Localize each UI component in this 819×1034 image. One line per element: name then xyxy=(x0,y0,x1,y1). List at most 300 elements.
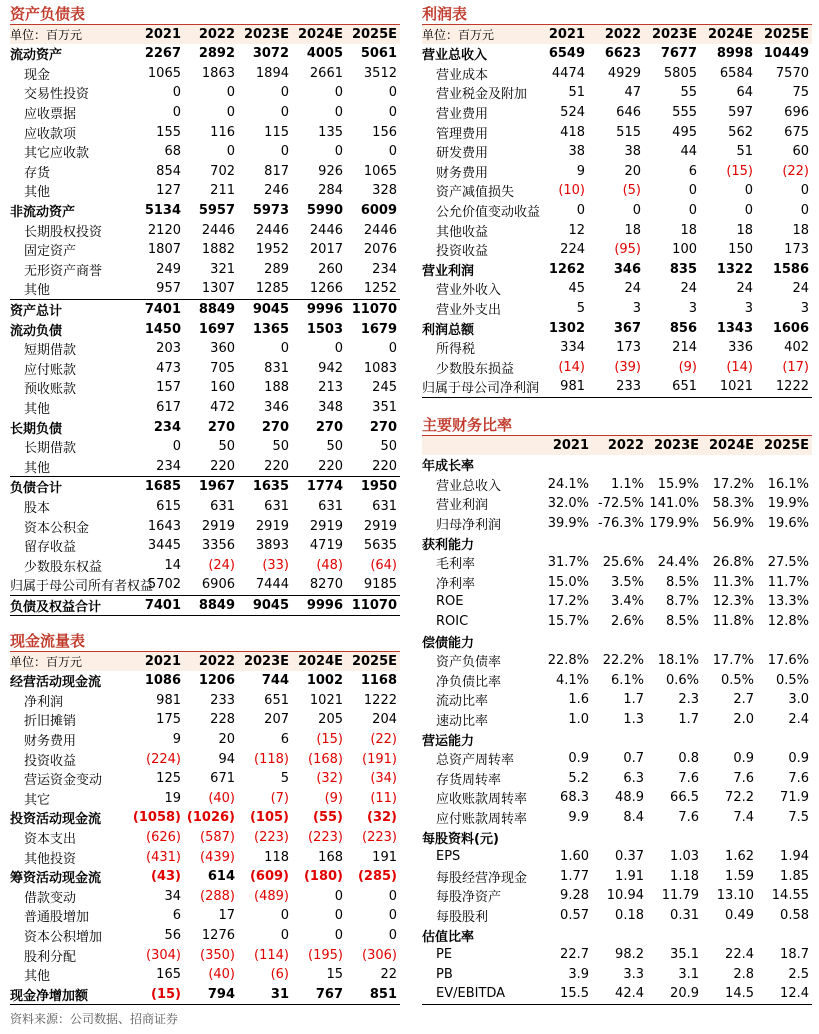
cell-value: 22.7 xyxy=(560,947,589,963)
row-label: EV/EBITDA xyxy=(436,986,506,1002)
cell-value: 9185 xyxy=(363,577,397,593)
cell-value: 50 xyxy=(218,439,235,455)
row-label: 流动比率 xyxy=(436,694,489,710)
cell-value: 31 xyxy=(270,986,289,1002)
cell-value: 12.3% xyxy=(712,594,754,610)
cell-value: 179.9% xyxy=(649,516,699,532)
cell-value: 1065 xyxy=(147,65,181,81)
table-row xyxy=(422,318,812,338)
cell-value: 0 xyxy=(226,85,235,101)
row-label: 投资收益 xyxy=(436,244,489,260)
cell-value: 260 xyxy=(318,261,343,277)
cell-value: 0 xyxy=(226,105,235,121)
cell-value: 22.2% xyxy=(602,653,644,669)
table-row xyxy=(422,866,812,886)
cell-value xyxy=(592,729,647,749)
cell-value: 160 xyxy=(210,380,235,396)
row-label: 投资收益 xyxy=(24,753,77,769)
table-row xyxy=(10,142,400,162)
table-row xyxy=(422,201,812,221)
table-row xyxy=(10,339,400,359)
row-label: 资产总计 xyxy=(10,304,63,320)
cell-value: 0 xyxy=(388,85,397,101)
cell-value: 4719 xyxy=(309,538,343,554)
cell-value: 0.8 xyxy=(678,751,699,767)
cell-value: 0 xyxy=(688,203,697,219)
cell-value: 597 xyxy=(728,105,753,121)
table-row xyxy=(10,847,400,867)
unit-label: 单位：百万元 xyxy=(422,25,532,44)
table-row xyxy=(10,789,400,809)
table-row xyxy=(422,749,812,769)
cell-value: 6009 xyxy=(360,203,397,219)
cell-value: 1.1% xyxy=(610,476,644,492)
cell-value: 0 xyxy=(334,105,343,121)
cell-value: 631 xyxy=(318,498,343,514)
row-label: 研发费用 xyxy=(436,146,489,162)
cell-value: (180) xyxy=(303,869,343,885)
cell-value: 13.10 xyxy=(716,888,754,904)
row-label: 其它应收款 xyxy=(24,146,90,162)
row-label: 营运资金变动 xyxy=(24,773,103,789)
cell-value: 50 xyxy=(272,439,289,455)
row-label: 其他 xyxy=(24,401,51,417)
cell-value: 15.5 xyxy=(560,986,589,1002)
row-label: 归母净利润 xyxy=(436,518,502,534)
table-row xyxy=(422,338,812,358)
cell-value: 8.5% xyxy=(665,574,699,590)
table-row xyxy=(10,122,400,142)
cell-value: 220 xyxy=(210,458,235,474)
cell-value: (14) xyxy=(558,359,585,375)
cell-value: 418 xyxy=(560,124,585,140)
cell-value: 1222 xyxy=(363,692,397,708)
cell-value: (48) xyxy=(316,557,343,573)
cell-value xyxy=(592,827,647,847)
cell-value: 12.8% xyxy=(767,614,809,630)
cell-value: (224) xyxy=(146,751,181,767)
table-row xyxy=(422,64,812,84)
row-label: EPS xyxy=(436,849,461,865)
cell-value: 8849 xyxy=(198,302,235,318)
cell-value: 402 xyxy=(784,340,809,356)
cell-value: 7.5 xyxy=(788,809,809,825)
cell-value: 1.18 xyxy=(670,868,699,884)
row-label: 营业税金及附加 xyxy=(436,87,528,103)
table-row xyxy=(422,122,812,142)
cell-value: 0 xyxy=(388,105,397,121)
cell-value: 8.4 xyxy=(623,809,644,825)
row-label: 净利率 xyxy=(436,576,476,592)
table-row xyxy=(10,437,400,457)
year-header: 2022 xyxy=(184,652,238,671)
cell-value xyxy=(757,455,812,475)
cell-value: 0 xyxy=(632,203,641,219)
cell-value xyxy=(647,455,702,475)
cell-value: 32.0% xyxy=(547,496,589,512)
cell-value: 234 xyxy=(156,458,181,474)
cell-value: 2446 xyxy=(201,222,235,238)
cell-value: 2.0 xyxy=(733,712,754,728)
income-statement-panel xyxy=(422,3,812,398)
table-row xyxy=(10,749,400,769)
cell-value: (22) xyxy=(370,732,397,748)
cell-value xyxy=(537,533,592,553)
row-label: 留存收益 xyxy=(24,540,77,556)
year-header: 2023E xyxy=(647,436,702,455)
cell-value: 2919 xyxy=(255,518,289,534)
cell-value: 50 xyxy=(326,439,343,455)
cell-value: 675 xyxy=(784,124,809,140)
cell-value: 926 xyxy=(318,163,343,179)
cell-value: 0 xyxy=(280,144,289,160)
cell-value: 334 xyxy=(560,340,585,356)
cell-value: 0.6% xyxy=(665,672,699,688)
year-header: 2021 xyxy=(532,25,588,44)
cell-value: 0 xyxy=(172,439,181,455)
row-label: 借款变动 xyxy=(24,890,77,906)
cell-value: 1307 xyxy=(201,281,235,297)
cell-value: (55) xyxy=(313,810,343,826)
ratios-table xyxy=(422,436,812,1005)
cell-value: 2.8 xyxy=(733,966,754,982)
table-row xyxy=(422,455,812,475)
cell-value: 1322 xyxy=(716,261,753,277)
cell-value: 0.58 xyxy=(780,907,809,923)
cell-value: 1774 xyxy=(306,479,343,495)
row-label: 每股净资产 xyxy=(436,890,502,906)
cell-value xyxy=(757,827,812,847)
table-row xyxy=(422,769,812,789)
cell-value: 116 xyxy=(210,124,235,140)
year-header: 2024E xyxy=(292,652,346,671)
cell-value: 1697 xyxy=(198,321,235,337)
cell-value: (32) xyxy=(367,810,397,826)
cell-value: 18 xyxy=(624,222,641,238)
balance-sheet-title: 资产负债表 xyxy=(10,3,400,25)
cell-value: 5990 xyxy=(306,203,343,219)
cell-value: 17.7% xyxy=(712,653,754,669)
row-label: 现金净增加额 xyxy=(10,988,89,1004)
cell-value: 1021 xyxy=(309,692,343,708)
row-label: 所得税 xyxy=(436,342,476,358)
table-row xyxy=(10,828,400,848)
row-label: 营业成本 xyxy=(436,67,489,83)
cell-value: 56.9% xyxy=(712,516,754,532)
cell-value: 1.7 xyxy=(678,712,699,728)
table-header-row xyxy=(422,436,812,455)
cell-value: 2.4 xyxy=(788,712,809,728)
cell-value: 651 xyxy=(264,692,289,708)
cell-value: (195) xyxy=(308,947,343,963)
cell-value: 17.6% xyxy=(767,653,809,669)
cell-value: 1.7 xyxy=(623,692,644,708)
cell-value: 22 xyxy=(380,967,397,983)
cell-value: (350) xyxy=(200,947,235,963)
cell-value: 213 xyxy=(318,380,343,396)
year-header: 2023E xyxy=(238,652,292,671)
cell-value: 31.7% xyxy=(547,555,589,571)
table-row xyxy=(10,378,400,398)
cell-value: 246 xyxy=(264,183,289,199)
cell-value: (609) xyxy=(249,869,289,885)
row-label: 资本支出 xyxy=(24,832,77,848)
cell-value: (191) xyxy=(362,751,397,767)
cell-value: 0 xyxy=(280,105,289,121)
row-label: 投资活动现金流 xyxy=(10,812,102,828)
year-header: 2023E xyxy=(644,25,700,44)
cell-value: 7.6 xyxy=(678,770,699,786)
cell-value: (40) xyxy=(208,967,235,983)
table-row xyxy=(10,691,400,711)
row-label: 非流动资产 xyxy=(10,205,76,221)
cell-value: 321 xyxy=(210,261,235,277)
cell-value: 51 xyxy=(736,144,753,160)
cell-value: 9996 xyxy=(306,597,343,613)
table-row xyxy=(422,631,812,651)
table-row xyxy=(422,494,812,514)
cell-value: 3 xyxy=(688,301,697,317)
cell-value: 55 xyxy=(680,85,697,101)
cell-value: (33) xyxy=(262,557,289,573)
row-label: 毛利率 xyxy=(436,557,476,573)
cell-value xyxy=(647,925,702,945)
row-label: 总资产周转率 xyxy=(436,753,515,769)
cell-value: 851 xyxy=(369,986,397,1002)
table-row xyxy=(10,985,400,1005)
cell-value: 5702 xyxy=(147,577,181,593)
cell-value xyxy=(757,729,812,749)
cell-value: 744 xyxy=(261,673,289,689)
cell-value: 0.7 xyxy=(623,751,644,767)
cell-value: 0.5% xyxy=(775,672,809,688)
cell-value: 702 xyxy=(210,163,235,179)
table-row xyxy=(10,260,400,280)
table-row xyxy=(422,240,812,260)
cell-value: 39.9% xyxy=(547,516,589,532)
cell-value: (24) xyxy=(208,557,235,573)
cell-value: 233 xyxy=(210,692,235,708)
cell-value: 1606 xyxy=(772,320,809,336)
cell-value: (15) xyxy=(316,732,343,748)
cell-value: 11.7% xyxy=(767,574,809,590)
cell-value: 8.7% xyxy=(665,594,699,610)
cell-value: 228 xyxy=(210,712,235,728)
row-label: PB xyxy=(436,966,453,982)
row-label: 估值比率 xyxy=(422,929,475,945)
table-header-row xyxy=(10,25,400,44)
cell-value: 1065 xyxy=(363,163,397,179)
row-label: 财务费用 xyxy=(24,734,77,750)
row-label: 存货周转率 xyxy=(436,772,502,788)
table-row xyxy=(10,299,400,319)
cell-value: 68 xyxy=(164,144,181,160)
cell-value: 367 xyxy=(613,320,641,336)
cell-value: 50 xyxy=(380,439,397,455)
cell-value: 981 xyxy=(156,692,181,708)
cell-value: (40) xyxy=(208,790,235,806)
cell-value: 0 xyxy=(334,928,343,944)
cell-value: 2017 xyxy=(309,242,343,258)
cell-value: 1.6 xyxy=(568,692,589,708)
table-row xyxy=(10,906,400,926)
cell-value: (6) xyxy=(270,967,289,983)
cell-value: 2.7 xyxy=(733,692,754,708)
table-row xyxy=(10,497,400,517)
cell-value: 45 xyxy=(568,281,585,297)
table-row xyxy=(422,710,812,730)
row-label: 利润总额 xyxy=(422,322,475,338)
cell-value: 157 xyxy=(156,380,181,396)
row-label: 少数股东损益 xyxy=(436,361,515,377)
cell-value: (626) xyxy=(146,830,181,846)
cell-value: -72.5% xyxy=(598,496,644,512)
cell-value: 8998 xyxy=(716,46,753,62)
table-row xyxy=(10,595,400,616)
cell-value: 25.6% xyxy=(602,555,644,571)
row-label: 营业费用 xyxy=(436,107,489,123)
cell-value xyxy=(647,631,702,651)
table-row xyxy=(422,260,812,280)
row-label: 偿债能力 xyxy=(422,635,475,651)
cell-value: 1083 xyxy=(363,360,397,376)
table-row xyxy=(10,769,400,789)
balance-sheet-panel xyxy=(10,3,400,616)
row-label: 每股资料(元) xyxy=(422,831,499,847)
cell-value: 3.0 xyxy=(788,692,809,708)
year-header: 2025E xyxy=(346,652,400,671)
cell-value: 7.4 xyxy=(733,809,754,825)
cell-value: 3072 xyxy=(252,46,289,62)
cell-value: (223) xyxy=(362,830,397,846)
cell-value: 1343 xyxy=(716,320,753,336)
row-label: 股利分配 xyxy=(24,949,77,965)
cell-value: 9 xyxy=(172,732,181,748)
source-note: 资料来源：公司数据、招商证券 xyxy=(10,1012,179,1026)
cell-value: 524 xyxy=(560,105,585,121)
cell-value: (95) xyxy=(614,242,641,258)
cell-value: (5) xyxy=(622,183,641,199)
cell-value: 0.18 xyxy=(615,907,644,923)
cell-value: 0.31 xyxy=(670,907,699,923)
cell-value: 8849 xyxy=(198,597,235,613)
cell-value: 351 xyxy=(372,399,397,415)
cell-value: 127 xyxy=(156,183,181,199)
table-row xyxy=(422,103,812,123)
cell-value: 234 xyxy=(372,261,397,277)
table-row xyxy=(10,477,400,497)
row-label: 净利润 xyxy=(24,694,64,710)
cell-value: 38 xyxy=(568,144,585,160)
cell-value xyxy=(592,455,647,475)
row-label: 负债合计 xyxy=(10,481,63,497)
cell-value: 617 xyxy=(156,399,181,415)
table-row xyxy=(422,299,812,319)
table-row xyxy=(10,319,400,339)
cell-value: 98.2 xyxy=(615,947,644,963)
cell-value: 11070 xyxy=(351,597,397,613)
cell-value: 173 xyxy=(784,242,809,258)
cell-value xyxy=(647,729,702,749)
cell-value: 22.8% xyxy=(547,653,589,669)
cell-value: 173 xyxy=(616,340,641,356)
cell-value: 188 xyxy=(264,380,289,396)
row-label: 折旧摊销 xyxy=(24,714,77,730)
row-label: 其他 xyxy=(24,283,51,299)
cell-value: 0 xyxy=(280,928,289,944)
cell-value: 360 xyxy=(210,341,235,357)
row-label: 存货 xyxy=(24,165,51,181)
cell-value: 156 xyxy=(372,124,397,140)
cell-value: 0.5% xyxy=(720,672,754,688)
cell-value: 6.1% xyxy=(610,672,644,688)
year-header: 2025E xyxy=(757,436,812,455)
cell-value: 5805 xyxy=(663,65,697,81)
cell-value: 6906 xyxy=(201,577,235,593)
year-header: 2022 xyxy=(588,25,644,44)
cell-value: 5134 xyxy=(144,203,181,219)
cell-value: 51 xyxy=(568,85,585,101)
table-row xyxy=(422,886,812,906)
cell-value: 1635 xyxy=(252,479,289,495)
cell-value: 1021 xyxy=(719,379,753,395)
row-label: 资产减值损失 xyxy=(436,185,515,201)
table-row xyxy=(10,536,400,556)
cell-value: (489) xyxy=(254,888,289,904)
cell-value: 1685 xyxy=(144,479,181,495)
year-header: 2025E xyxy=(756,25,812,44)
cell-value: 4.1% xyxy=(555,672,589,688)
cell-value: 204 xyxy=(372,712,397,728)
cell-value xyxy=(702,827,757,847)
cell-value: 19.9% xyxy=(767,496,809,512)
cell-value: 11.8% xyxy=(712,614,754,630)
row-label: 应付账款 xyxy=(24,362,77,378)
cell-value: 1.59 xyxy=(725,868,754,884)
cell-value: 5.2 xyxy=(568,770,589,786)
cell-value xyxy=(537,729,592,749)
year-header: 2021 xyxy=(130,652,184,671)
cell-value: 2.3 xyxy=(678,692,699,708)
cell-value: 2446 xyxy=(309,222,343,238)
table-row xyxy=(10,103,400,123)
row-label: 长期负债 xyxy=(10,421,63,437)
row-label: 筹资活动现金流 xyxy=(10,871,102,887)
row-label: 无形资产商誉 xyxy=(24,263,103,279)
cell-value: 562 xyxy=(728,124,753,140)
cell-value: 1.03 xyxy=(670,849,699,865)
cell-value: 17 xyxy=(218,908,235,924)
cell-value: 2446 xyxy=(363,222,397,238)
cell-value: 3893 xyxy=(255,538,289,554)
cell-value: 1002 xyxy=(306,673,343,689)
table-row xyxy=(422,573,812,593)
cell-value: 115 xyxy=(264,124,289,140)
cell-value: 289 xyxy=(264,261,289,277)
cell-value: 0 xyxy=(334,341,343,357)
table-row xyxy=(10,575,400,595)
cell-value: 1.77 xyxy=(560,868,589,884)
cell-value: 7.6 xyxy=(788,770,809,786)
cell-value: 1.62 xyxy=(725,849,754,865)
cell-value: 94 xyxy=(218,751,235,767)
cell-value: 1086 xyxy=(144,673,181,689)
table-row xyxy=(10,730,400,750)
cell-value: 696 xyxy=(784,105,809,121)
cell-value: 1.60 xyxy=(560,849,589,865)
cell-value: 233 xyxy=(616,379,641,395)
cell-value: 14.55 xyxy=(771,888,809,904)
